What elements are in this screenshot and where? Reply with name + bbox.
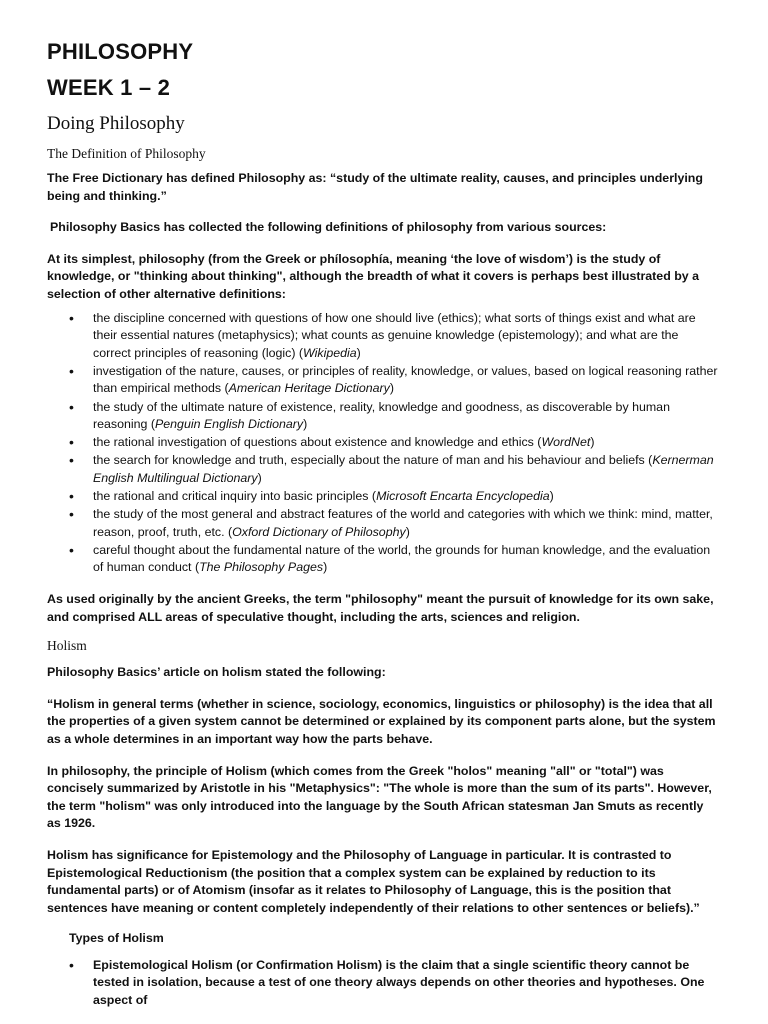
philosophy-basics-intro <box>47 219 719 237</box>
types-list <box>47 957 719 1010</box>
definition-end: ) <box>356 345 361 360</box>
greeks-text: As used originally by the ancient Greeks, the term "philosophy" meant the pursuit of knowledge for its own sake, and comprised ALL areas of speculative thought, including the arts, sciences and religion. <box>47 591 714 624</box>
definition-source: Microsoft Encarta Encyclopedia <box>376 489 550 503</box>
list-item <box>47 452 719 487</box>
definition-source: Wikipedia <box>303 345 357 360</box>
definition-text: the study of the ultimate nature of existence, reality, knowledge and goodness, as discoverable by human reasoning ( <box>93 399 670 432</box>
definition-source: WordNet <box>541 435 591 450</box>
definition-end: ) <box>389 381 394 396</box>
p3-a: At its simplest, <box>47 251 139 266</box>
definition-text: the search for knowledge and truth, especially about the nature of man and his behaviour and beliefs ( <box>93 453 653 468</box>
definition-source: American Heritage Dictionary <box>228 381 390 396</box>
list-item <box>47 506 719 541</box>
list-item <box>47 434 719 452</box>
holism-intro-text: Philosophy Basics’ article on holism stated the following: <box>47 665 386 680</box>
holism-general-text: “Holism in general terms (whether in science, sociology, economics, linguistics or philosophy) is the idea that all the properties of a given system cannot be determined or explained by its component parts alone, but the system as a whole determines in an important way how the parts behave. <box>47 696 716 746</box>
definition-source: The Philosophy Pages <box>199 560 324 575</box>
definition-text: the study of the most general and abstract features of the world and categories with which we think: mind, matter, reason, proof, truth, etc. ( <box>93 507 713 539</box>
definition-end: ) <box>549 489 554 503</box>
p3-g: ’) is the study of knowledge, or " <box>47 251 661 284</box>
definition-end: ) <box>323 560 328 575</box>
p3-c: (from the Greek or <box>204 251 320 266</box>
p3-f: the love of wisdom <box>453 251 566 266</box>
holism-significance-text: Holism has significance for Epistemology and the Philosophy of Language in particular. It is contrasted to Epistemological Reductionism (the position that a complex system can be explained by reduction to its fundamental parts) or of Atomism (insofar as it relates to Philosophy of Language, this is the position that sentences have meaning or content completely independently of their relations to other sentences or beliefs).” <box>47 847 700 915</box>
free-dictionary-paragraph <box>47 170 719 205</box>
definition-text: careful thought about the fundamental nature of the world, the grounds for human knowledge, and the evaluation of human conduct ( <box>93 542 711 575</box>
holism-significance-paragraph <box>47 847 719 917</box>
definition-source: Penguin English Dictionary <box>155 417 304 432</box>
type-description: is the claim that a single scientific theory cannot be tested in isolation, because a test of one theory always depends on other theories and hypotheses. One aspect of <box>93 957 705 1008</box>
list-item <box>47 363 719 398</box>
philosophy-basics-intro-text: Philosophy Basics has collected the following definitions of philosophy from various sources: <box>50 220 607 235</box>
subsection-heading: The Definition of Philosophy <box>47 146 206 161</box>
holism-heading: Holism <box>47 638 87 654</box>
list-item <box>47 310 719 363</box>
definition-text: the rational and critical inquiry into basic principles ( <box>93 489 377 503</box>
page-title: PHILOSOPHY <box>47 39 194 64</box>
free-dictionary-text: The Free Dictionary has defined Philosophy as: “study of the ultimate reality, causes, and principles underlying being and thinking.” <box>47 171 703 203</box>
section-heading: Doing Philosophy <box>47 113 185 134</box>
definition-source: Oxford Dictionary of Philosophy <box>232 524 406 539</box>
list-item <box>47 957 719 1010</box>
definition-source: Kernerman English Multilingual Dictionary <box>93 453 714 485</box>
definition-end: ) <box>405 524 410 539</box>
list-item <box>47 542 719 577</box>
definition-end: ) <box>590 435 595 450</box>
p3-e: , meaning ‘ <box>389 251 454 266</box>
types-of-holism-heading: Types of Holism <box>69 931 164 946</box>
definitions-list <box>47 310 719 577</box>
p3-d: phílosophía <box>319 251 390 266</box>
week-heading: WEEK 1 – 2 <box>47 75 171 100</box>
p3-h: thinking about thinking <box>139 269 277 284</box>
holism-philosophy-paragraph <box>47 763 719 833</box>
definition-text: investigation of the nature, causes, or principles of reality, knowledge, or values, based on logical reasoning rather than empirical methods ( <box>93 363 718 396</box>
p3-b: philosophy <box>138 251 205 266</box>
list-item <box>47 399 719 434</box>
type-name: Epistemological Holism (or Confirmation Holism) <box>93 957 383 972</box>
simplest-definition-paragraph <box>47 251 719 304</box>
list-item <box>47 488 719 506</box>
definition-text: the discipline concerned with questions of how one should live (ethics); what sorts of things exist and what are their essential natures (metaphysics); what counts as genuine knowledge (epistemology); and what are the correct principles of reasoning (logic) ( <box>93 310 696 360</box>
document-content <box>47 36 719 1010</box>
definition-end: ) <box>257 470 262 485</box>
holism-philosophy-text: In philosophy, the principle of Holism (which comes from the Greek "holos" meaning "all" or "total") was concisely summarized by Aristotle in his "Metaphysics": "The whole is more than the sum of its parts". However, the term "holism" was only introduced into the language by the South African statesman Jan Smuts as recently as 1926. <box>47 763 712 831</box>
greeks-paragraph <box>47 591 719 626</box>
holism-general-paragraph <box>47 696 719 749</box>
definition-end: ) <box>303 417 308 432</box>
holism-intro-paragraph <box>47 664 719 682</box>
p3-i: ", although the breadth of what it covers is perhaps best illustrated by a selection of other alternative definitions: <box>47 269 700 301</box>
definition-text: the rational investigation of questions about existence and knowledge and ethics ( <box>93 435 542 450</box>
